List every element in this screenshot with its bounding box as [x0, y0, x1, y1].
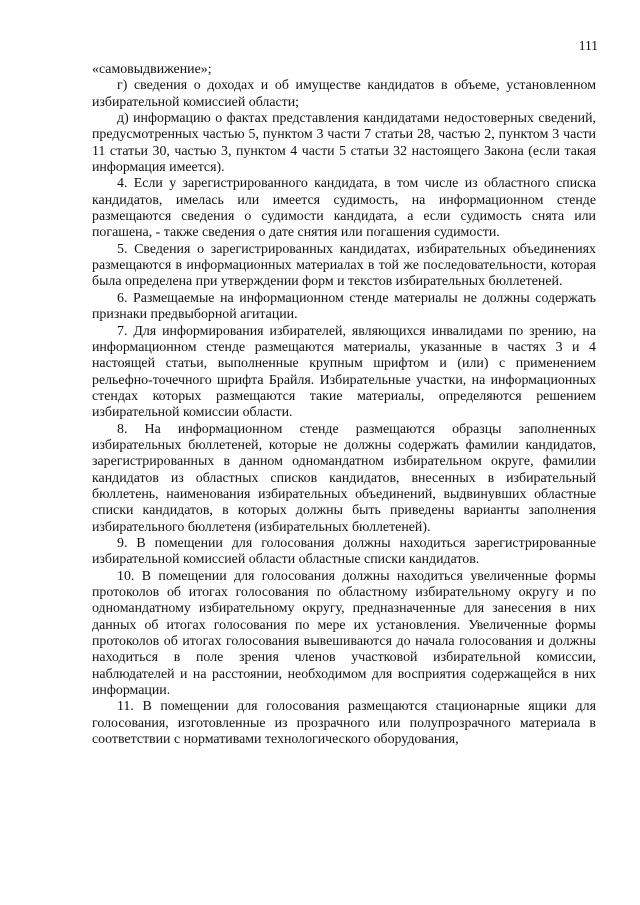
paragraph-4: 4. Если у зарегистрированного кандидата, в том числе из областного списка кандидатов, имелась или имеется судимость, на информационном стенде размещаются сведения о судимости кандидата, а если судимость снята или погашена, - также сведения о дате снятия или погашения судимости.: [92, 176, 596, 241]
paragraph-8: 8. На информационном стенде размещаются образцы заполненных избирательных бюллетеней, которые не должны содержать фамилии кандидатов, зарегистрированных в данном одномандатном избирательном округе, фамилии кандидатов из областных списков кандидатов, внесенных в избирательный бюллетень, наименования избирательных объединений, выдвинувших областные списки кандидатов, в которых должны быть приведены варианты заполнения избирательного бюллетеня (избирательных бюллетеней).: [92, 421, 596, 535]
paragraph-11: 11. В помещении для голосования размещаются стационарные ящики для голосования, изготовленные из прозрачного или полупрозрачного материала в соответствии с нормативами технологического оборудования,: [92, 699, 596, 748]
paragraph-9: 9. В помещении для голосования должны находиться зарегистрированные избирательной комиссией области областные списки кандидатов.: [92, 535, 596, 568]
paragraph-7: 7. Для информирования избирателей, являющихся инвалидами по зрению, на информационном стенде размещаются материалы, указанные в частях 3 и 4 настоящей статьи, выполненные крупным шрифтом и (или) с применением рельефно-точечного шрифта Брайля. Избирательные участки, на информационных стендах которых размещаются такие материалы, определяются решением избирательной комиссии области.: [92, 323, 596, 421]
page-number: 111: [578, 38, 598, 53]
paragraph-6: 6. Размещаемые на информационном стенде материалы не должны содержать признаки предвыборной агитации.: [92, 290, 596, 323]
paragraph-item-d: д) информацию о фактах представления кандидатами недостоверных сведений, предусмотренных частью 5, пунктом 3 части 7 статьи 28, частью 2, пунктом 3 части 11 статьи 30, частью 3, пунктом 4 части 5 статьи 32 настоящего Закона (если такая информация имеется).: [92, 111, 596, 176]
document-body: [92, 62, 596, 748]
paragraph-item-g: г) сведения о доходах и об имуществе кандидатов в объеме, установленном избирательной комиссией области;: [92, 78, 596, 110]
paragraph-continuation: «самовыдвижение»;: [92, 62, 212, 77]
paragraph-5: 5. Сведения о зарегистрированных кандидатах, избирательных объединениях размещаются в информационных материалах в той же последовательности, которая была определена при утверждении форм и текстов избирательных бюллетеней.: [92, 241, 596, 290]
paragraph-10: 10. В помещении для голосования должны находиться увеличенные формы протоколов об итогах голосования по областному избирательному округу и по одномандатному избирательному округу, предназначенные для занесения в них данных об итогах голосования по мере их установления. Увеличенные формы протоколов об итогах голосования вывешиваются до начала голосования и должны находиться в поле зрения членов участковой избирательной комиссии, наблюдателей и на расстоянии, необходимом для восприятия содержащейся в них информации.: [92, 568, 596, 699]
